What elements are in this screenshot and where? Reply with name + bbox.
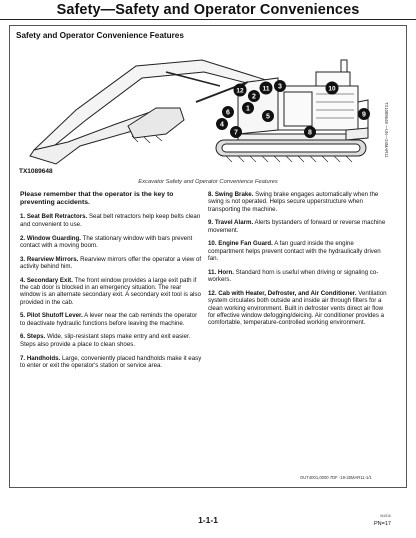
svg-text:1: 1: [246, 105, 250, 113]
callout-10: [326, 82, 338, 94]
callout-11: [260, 82, 272, 94]
svg-text:3: 3: [278, 83, 282, 91]
callout-12: [234, 84, 246, 96]
left-column: [20, 191, 203, 376]
callout-5: [263, 111, 274, 122]
feature-item-6: 6. Steps. Wide, slip-resistant steps make entry and exit easier. Steps also provide a place to clean shoes.: [20, 333, 191, 348]
svg-text:8: 8: [308, 129, 312, 137]
feature-item-9: 9. Travel Alarm. Alerts bystanders of forward or reverse machine movement.: [208, 219, 386, 234]
feature-item-7: 7. Handholds. Large, conveniently placed handholds make it easy to enter or exit the operator's station or service area.: [20, 354, 202, 369]
document-reference: OUT4001,0000 7DF -19-25MAR11-1/1: [300, 475, 372, 480]
callout-3: [275, 81, 286, 92]
feature-item-10: 10. Engine Fan Guard. A fan guard inside the engine compartment helps prevent contact with the hydraulically driven fan.: [208, 240, 381, 263]
feature-item-1: 1. Seat Belt Retractors. Seat belt retractors help keep belts clean and convenient to use.: [20, 213, 201, 228]
callout-4: [217, 119, 228, 130]
right-column: [208, 191, 391, 333]
figure-id: TX1089648: [19, 168, 53, 175]
page-number: 1-1-1: [198, 515, 218, 525]
intro-text: Please remember that the operator is the key to preventing accidents.: [20, 191, 174, 207]
figure-caption: Excavator Safety and Operator Convenience Features: [138, 179, 278, 185]
feature-item-5: 5. Pilot Shutoff Lever. A lever near the cab reminds the operator to deactivate hydraulic functions before leaving the machine.: [20, 312, 198, 327]
svg-text:6: 6: [226, 109, 230, 117]
excavator-illustration: [16, 42, 400, 172]
feature-item-8: 8. Swing Brake. Swing brake engages automatically when the swing is not operated. Helps secure upperstructure when transporting the machine.: [208, 191, 379, 213]
svg-text:12: 12: [236, 87, 244, 95]
feature-item-3: 3. Rearview Mirrors. Rearview mirrors offer the operator a view of activity behind him.: [20, 255, 202, 270]
callout-8: [305, 127, 316, 138]
svg-text:4: 4: [220, 121, 224, 129]
feature-item-11: 11. Horn. Standard horn is useful when driving or signaling co-workers.: [208, 268, 379, 284]
figure-side-reference: TX1089648 —UN—24MAR11: [384, 102, 389, 158]
callout-9: [359, 109, 370, 120]
section-title: Safety and Operator Convenience Features: [16, 31, 184, 40]
svg-text:5: 5: [266, 113, 270, 121]
callout-2: [249, 91, 260, 102]
callout-7: [231, 127, 242, 138]
svg-text:2: 2: [252, 93, 256, 101]
page-title: Safety—Safety and Operator Conveniences: [0, 0, 416, 20]
svg-text:9: 9: [362, 111, 366, 119]
svg-text:11: 11: [262, 85, 270, 93]
date-code: 041516: [380, 514, 391, 518]
feature-item-12: 12. Cab with Heater, Defroster, and Air Conditioner. Ventilation system circulates both outside and inside air through filters for a clean working environment. Built in defroster vents direct air flow for effective window defogging/deicing. Air conditioner provides a comfortable, temperature-controlled working environment.: [208, 289, 387, 327]
feature-item-4: 4. Secondary Exit. The front window provides a large exit path if the cab door is blocked in an emergency situation. The rear window is an alternate secondary exit. A secondary exit tool is also provided in the cab.: [20, 276, 201, 306]
pn-label: PN=17: [374, 521, 391, 527]
excavator-drawing: [16, 42, 400, 172]
callout-6: [223, 107, 234, 118]
callout-1: [243, 103, 254, 114]
feature-item-2: 2. Window Guarding. The stationary window with bars prevent contact with a moving boom.: [20, 234, 193, 249]
svg-text:10: 10: [328, 85, 336, 93]
svg-text:7: 7: [234, 129, 238, 137]
